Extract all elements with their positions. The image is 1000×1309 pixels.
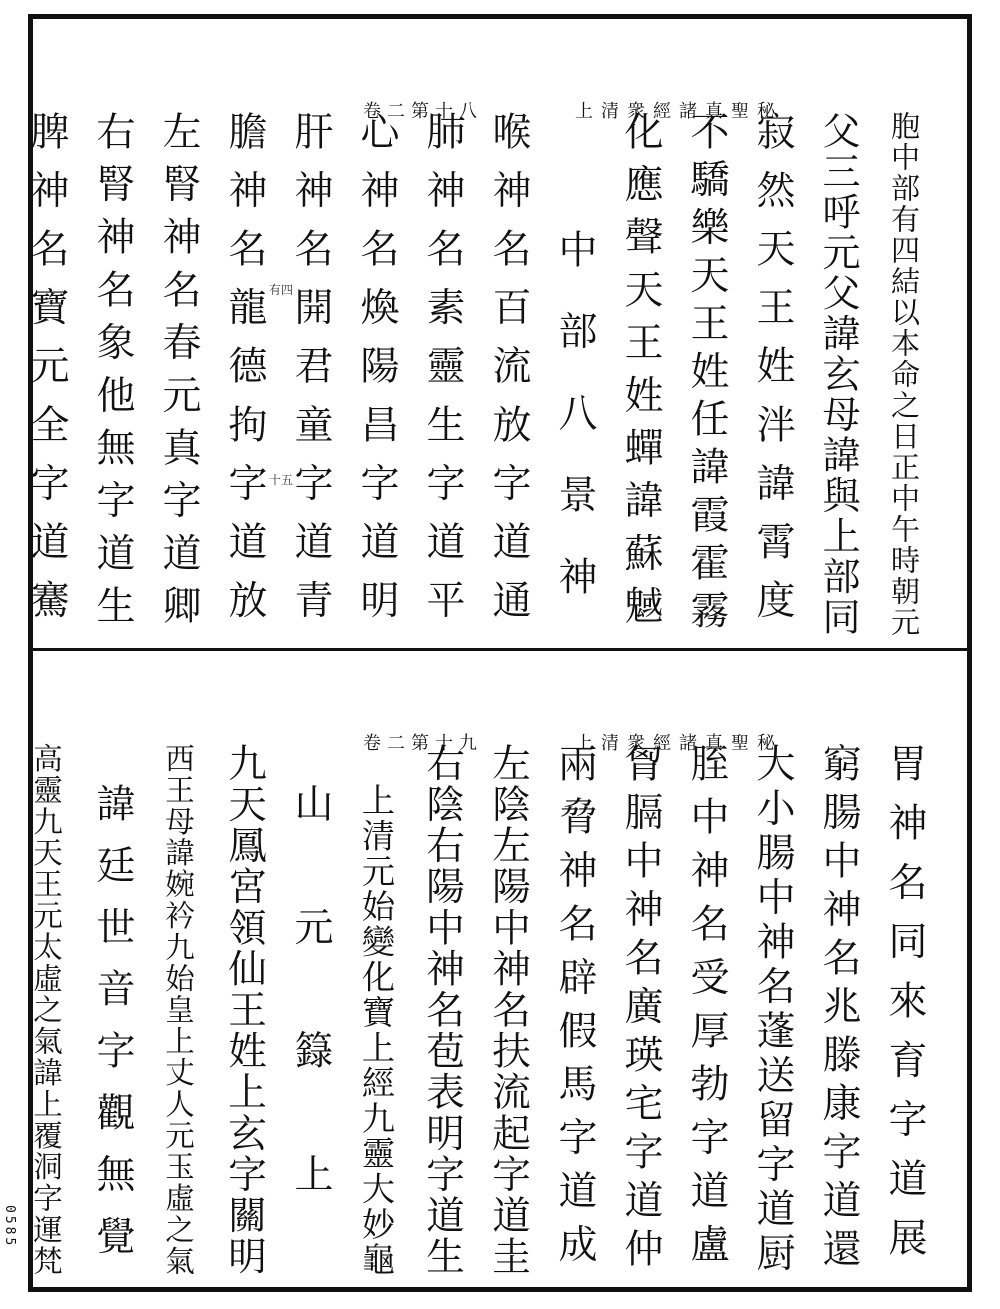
bottom-text-columns [29,743,937,1278]
text-column: 左腎神名春元真字道卿 [156,111,201,638]
text-column: 肺神名素靈生字道平 [420,111,465,639]
text-column: 窮腸中神名兆滕康字道還 [816,743,861,1277]
text-column: 山元籙上 [288,783,333,1277]
text-column: 高靈九天王元太虛之氣諱上覆洞字運梵 [29,743,63,1277]
text-column: 西王母諱婉衿九始皇上丈人元玉虛之氣 [161,743,195,1277]
text-column: 胞中部有四結以本命之日正中午時朝元 [887,111,921,638]
text-column: 九天鳳宮領仙王姓上玄字關明 [222,743,267,1278]
text-column: 諱廷世音字觀無覺 [90,783,135,1278]
text-column: 脾神名寶元全字道騫 [24,111,69,639]
text-column: 不驕樂天王姓任諱霞霍霧 [684,111,729,638]
text-column: 兩脅神名辟假馬字道成 [552,743,597,1277]
top-header-title: 上清衆經諸真聖秘 [575,101,783,122]
text-column: 膽神名龍德拘字道放 [222,111,267,639]
text-column: 父三呼元父諱玄母諱與上部同 [816,111,860,638]
page-side-number: 0585 [2,1205,17,1249]
text-column [0,743,13,1277]
text-column: 心神名煥陽昌字道明 [354,111,399,639]
text-column: 化應聲天王姓蟬諱蘇魊 [618,111,663,638]
text-column: 肝神名開君童字道青 [288,111,333,639]
text-column: 大小腸中神名蓬送留字道厨 [750,743,795,1277]
bottom-header-title: 上清衆經諸真聖秘 [575,733,783,754]
text-column: 胃神名同來育字道展 [882,743,927,1277]
text-column: 喉神名百流放字道通 [486,111,531,639]
text-column: 右陰右陽中神名苞表明字道生 [420,743,465,1278]
top-panel [24,19,967,648]
text-column: 胷膈中神名廣瑛宅字道仲 [618,743,663,1277]
bottom-panel [29,651,967,1287]
top-text-columns [24,111,937,639]
text-column: 右腎神名象他無字道生 [90,111,135,638]
text-column-heading: 中部八景神 [552,229,597,638]
text-column: 左陰左陽中神名扶流起字道圭 [486,743,531,1278]
bottom-header-page: 卷二第十九 [363,733,483,754]
text-column: 上清元始變化寶上經九靈大妙龜 [357,783,396,1278]
text-column [0,111,13,638]
margin-mark: 十五 [269,473,294,487]
text-column: 寂然天王姓泮諱霄度 [750,111,795,639]
top-header-page: 卷二第十八 [363,101,483,122]
margin-mark: 有四 [269,283,294,297]
text-column: 胵中神名受厚勃字道盧 [684,743,729,1277]
